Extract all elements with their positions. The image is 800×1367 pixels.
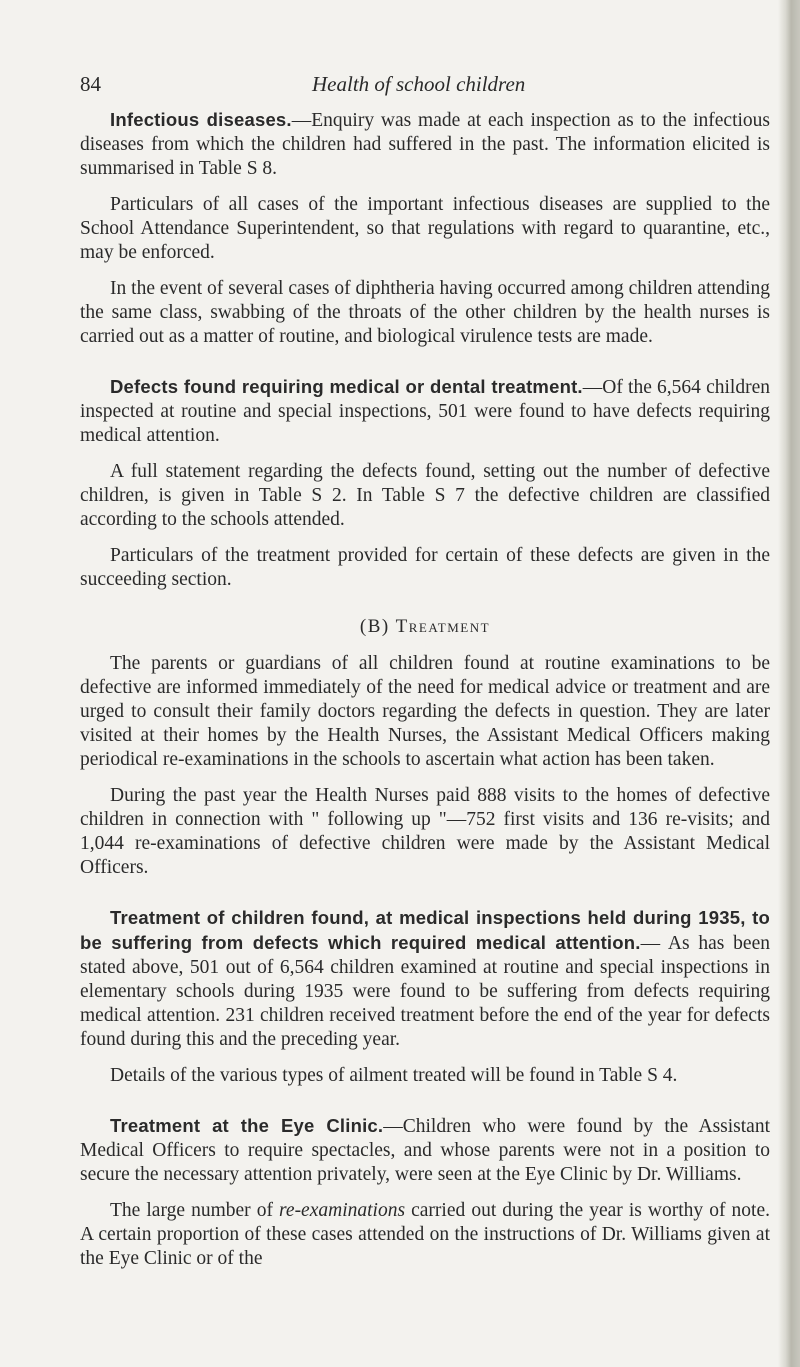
paragraph-health-nurse-visits	[80, 784, 770, 880]
paragraph-text: —Enquiry was made at each inspection as to the infectious diseases from which the children had suffered in the past. The information elicited is summarised in Table S 8.	[80, 110, 770, 179]
paragraph-text: Particulars of the treatment provided for certain of these defects are given in the succeeding section.	[80, 545, 770, 590]
emphasis-text: re-examinations	[279, 1200, 406, 1221]
paragraph-text: —Of the 6,564 children inspected at routine and special inspections, 501 were found to have defects requiring medical attention.	[80, 377, 770, 446]
paragraph-text: The large number of	[110, 1200, 280, 1221]
paragraph-treatment-of-children	[80, 906, 770, 1052]
paragraph-particulars	[80, 193, 770, 265]
paragraph-ailment-details	[80, 1064, 770, 1088]
running-title: Health of school children	[312, 72, 526, 96]
paragraph-text: — As has been stated above, 501 out of 6,564 children examined at routine and special inspections in elementary schools during 1935 were found to be suffering from defects requiring medical attention. 231 children received treatment before the end of the year for defects found during this and the preceding year.	[80, 933, 770, 1050]
spacer	[80, 361, 770, 375]
paragraph-diphtheria	[80, 277, 770, 349]
page-header	[80, 72, 770, 98]
paragraph-text: carried out during the year is worthy of note. A certain proportion of these cases attended on the instructions of Dr. Williams given at the Eye Clinic or of the	[80, 1200, 770, 1269]
paragraph-lead: Infectious diseases.	[110, 109, 292, 130]
paragraph-treatment-particulars	[80, 544, 770, 592]
paragraph-infectious-diseases	[80, 108, 770, 181]
paragraph-text: Particulars of all cases of the important infectious diseases are supplied to the School Attendance Superintendent, so that regulations with regard to quarantine, etc., may be enforced.	[80, 194, 770, 263]
paragraph-lead: Treatment at the Eye Clinic.	[110, 1115, 384, 1136]
paragraph-lead: Defects found requiring medical or dental treatment.	[110, 376, 583, 397]
section-heading: (B) Treatment	[359, 616, 491, 637]
paragraph-parents-informed	[80, 652, 770, 772]
spacer	[80, 892, 770, 906]
spacer	[80, 1100, 770, 1114]
page-number: 84	[80, 72, 101, 96]
paragraph-text: —Children who were found by the Assistant Medical Officers to require spectacles, and whose parents were not in a position to secure the necessary attention privately, were seen at the Eye Clinic by Dr. Williams.	[80, 1116, 770, 1185]
paragraph-lead: Treatment of children found, at medical inspections held during 1935, to be suffering from defects which required medical attention.	[80, 907, 770, 953]
paragraph-defects-found	[80, 375, 770, 448]
paragraph-text: During the past year the Health Nurses paid 888 visits to the homes of defective children in connection with " following up "—752 first visits and 136 re-visits; and 1,044 re-examinations of defective children were made by the Assistant Medical Officers.	[80, 785, 770, 878]
document-page	[80, 72, 770, 1283]
paragraph-text: The parents or guardians of all children found at routine examinations to be defective are informed immediately of the need for medical advice or treatment and are urged to consult their family doctors regarding the defects in question. They are later visited at their homes by the Health Nurses, the Assistant Medical Officers making periodical re-examinations in the schools to ascertain what action has been taken.	[80, 653, 770, 770]
paragraph-full-statement	[80, 460, 770, 532]
paragraph-text: A full statement regarding the defects found, setting out the number of defective children, is given in Table S 2. In Table S 7 the defective children are classified according to the schools attended.	[80, 461, 770, 530]
paragraph-re-examinations	[80, 1199, 770, 1271]
paragraph-eye-clinic	[80, 1114, 770, 1187]
paragraph-text: Details of the various types of ailment treated will be found in Table S 4.	[110, 1065, 678, 1086]
page-edge-shadow	[778, 0, 800, 1367]
paragraph-text: In the event of several cases of diphtheria having occurred among children attending the same class, swabbing of the throats of the other children by the health nurses is carried out as a matter of routine, and biological virulence tests are made.	[80, 278, 770, 347]
